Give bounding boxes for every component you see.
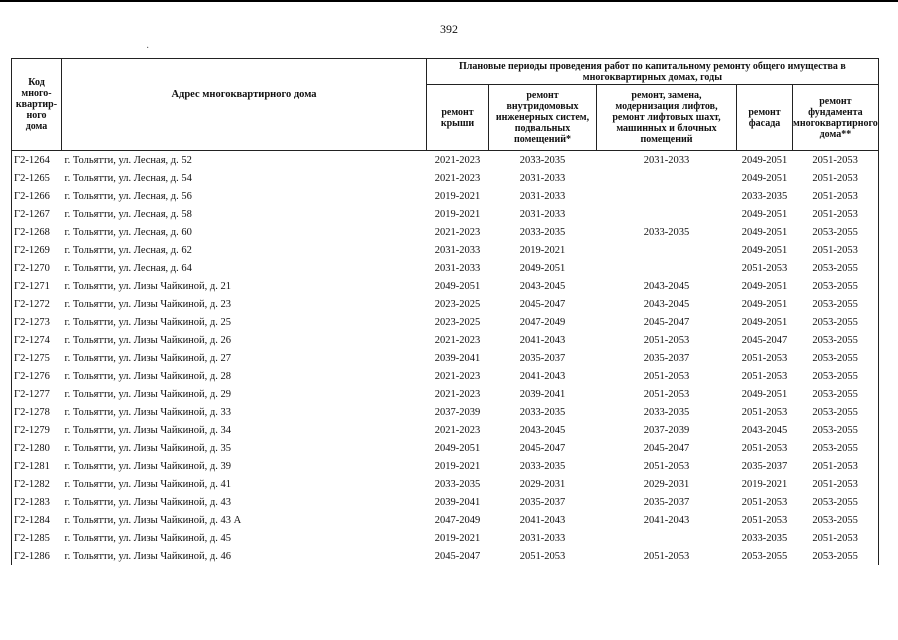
cell-address: г. Тольятти, ул. Лизы Чайкиной, д. 35 (64, 442, 232, 454)
table-row (12, 205, 879, 223)
cell-engineering: 2033-2035 (519, 226, 566, 238)
header-foundation-line: фундамента (808, 106, 863, 118)
header-foundation-line: ремонт (819, 95, 852, 107)
cell-code: Г2-1279 (12, 421, 62, 439)
cell-code: Г2-1267 (12, 205, 62, 223)
cell-address: г. Тольятти, ул. Лизы Чайкиной, д. 46 (64, 550, 232, 562)
cell-engineering: 2031-2033 (519, 190, 566, 202)
header-foundation (793, 85, 879, 151)
cell-facade: 2049-2051 (741, 316, 788, 328)
table-row (12, 187, 879, 205)
table-row (12, 493, 879, 511)
cell-roof: 2021-2023 (434, 370, 481, 382)
cell-code: Г2-1272 (12, 295, 62, 313)
table-row (12, 421, 879, 439)
cell-foundation: 2053-2055 (793, 331, 879, 349)
table-row (12, 367, 879, 385)
cell-foundation: 2053-2055 (793, 349, 879, 367)
cell-address: г. Тольятти, ул. Лесная, д. 62 (64, 244, 192, 256)
cell-address: г. Тольятти, ул. Лизы Чайкиной, д. 34 (64, 424, 232, 436)
cell-engineering: 2033-2035 (519, 154, 566, 166)
cell-code: Г2-1268 (12, 223, 62, 241)
header-code (12, 59, 62, 151)
cell-elevators (597, 205, 737, 223)
header-elevators-line: помещений (640, 134, 693, 145)
cell-code: Г2-1281 (12, 457, 62, 475)
cell-foundation: 2051-2053 (793, 475, 879, 493)
table-row (12, 295, 879, 313)
cell-elevators (597, 241, 737, 259)
table-row (12, 439, 879, 457)
cell-foundation: 2051-2053 (793, 457, 879, 475)
cell-foundation: 2053-2055 (793, 511, 879, 529)
header-code-line: Код (28, 77, 45, 88)
cell-engineering: 2051-2053 (519, 550, 566, 562)
cell-address: г. Тольятти, ул. Лизы Чайкиной, д. 25 (64, 316, 232, 328)
cell-roof: 2049-2051 (434, 442, 481, 454)
cell-facade: 2051-2053 (741, 406, 788, 418)
header-address: Адрес многоквартирного дома (62, 59, 427, 151)
cell-elevators: 2035-2037 (643, 496, 690, 508)
cell-elevators (597, 169, 737, 187)
header-engineering-line: помещений* (514, 134, 571, 145)
table-row (12, 529, 879, 547)
cell-roof: 2021-2023 (434, 226, 481, 238)
cell-elevators: 2045-2047 (643, 316, 690, 328)
cell-roof: 2021-2023 (434, 424, 481, 436)
cell-foundation: 2053-2055 (793, 223, 879, 241)
cell-code: Г2-1275 (12, 349, 62, 367)
cell-elevators: 2043-2045 (643, 298, 690, 310)
header-engineering-line: ремонт (526, 90, 559, 101)
cell-foundation: 2051-2053 (793, 187, 879, 205)
table-row (12, 151, 879, 170)
cell-engineering: 2029-2031 (519, 478, 566, 490)
header-elevators (597, 85, 737, 151)
cell-facade: 2051-2053 (741, 442, 788, 454)
cell-roof: 2021-2023 (434, 154, 481, 166)
cell-facade: 2049-2051 (741, 226, 788, 238)
cell-engineering: 2035-2037 (519, 496, 566, 508)
cell-code: Г2-1282 (12, 475, 62, 493)
capital-repair-table (11, 58, 879, 565)
cell-roof: 2023-2025 (434, 316, 481, 328)
cell-code: Г2-1280 (12, 439, 62, 457)
header-facade (737, 85, 793, 151)
cell-facade: 2051-2053 (741, 352, 788, 364)
scan-speck: · (146, 43, 150, 54)
cell-elevators: 2051-2053 (643, 460, 690, 472)
cell-address: г. Тольятти, ул. Лизы Чайкиной, д. 43 (64, 496, 232, 508)
cell-roof: 2037-2039 (434, 406, 481, 418)
table-row (12, 457, 879, 475)
cell-foundation: 2051-2053 (793, 151, 879, 170)
cell-address: г. Тольятти, ул. Лесная, д. 58 (64, 208, 192, 220)
cell-roof: 2021-2023 (434, 388, 481, 400)
table-row (12, 277, 879, 295)
cell-facade: 2051-2053 (741, 262, 788, 274)
table-row (12, 313, 879, 331)
header-engineering-line: внутридомовых (506, 101, 579, 112)
table-row (12, 403, 879, 421)
header-periods-line: Плановые периоды проведения работ по капитальному ремонту общего имущества в (458, 60, 846, 72)
header-code-line: квартир- (15, 99, 58, 110)
table-row (12, 385, 879, 403)
cell-facade: 2033-2035 (741, 190, 788, 202)
cell-code: Г2-1286 (12, 547, 62, 565)
cell-code: Г2-1284 (12, 511, 62, 529)
cell-engineering: 2039-2041 (519, 388, 566, 400)
cell-engineering: 2041-2043 (519, 334, 566, 346)
cell-facade: 2051-2053 (741, 370, 788, 382)
cell-facade: 2049-2051 (741, 280, 788, 292)
cell-address: г. Тольятти, ул. Лизы Чайкиной, д. 41 (64, 478, 232, 490)
cell-address: г. Тольятти, ул. Лизы Чайкиной, д. 33 (64, 406, 232, 418)
cell-engineering: 2043-2045 (519, 424, 566, 436)
cell-engineering: 2041-2043 (519, 514, 566, 526)
cell-roof: 2019-2021 (434, 532, 481, 544)
cell-code: Г2-1265 (12, 169, 62, 187)
header-roof-line: ремонт (441, 106, 474, 118)
cell-code: Г2-1277 (12, 385, 62, 403)
cell-engineering: 2035-2037 (519, 352, 566, 364)
cell-foundation: 2053-2055 (793, 277, 879, 295)
cell-facade: 2019-2021 (741, 478, 788, 490)
cell-roof: 2019-2021 (434, 190, 481, 202)
cell-facade: 2043-2045 (741, 424, 788, 436)
cell-code: Г2-1278 (12, 403, 62, 421)
cell-engineering: 2043-2045 (519, 280, 566, 292)
cell-elevators: 2037-2039 (643, 424, 690, 436)
cell-elevators (597, 529, 737, 547)
cell-foundation: 2051-2053 (793, 529, 879, 547)
cell-roof: 2019-2021 (434, 460, 481, 472)
cell-elevators: 2031-2033 (643, 154, 690, 166)
cell-code: Г2-1270 (12, 259, 62, 277)
cell-code: Г2-1285 (12, 529, 62, 547)
cell-facade: 2045-2047 (741, 334, 788, 346)
cell-engineering: 2045-2047 (519, 442, 566, 454)
header-facade-line: фасада (748, 117, 781, 129)
cell-address: г. Тольятти, ул. Лесная, д. 56 (64, 190, 192, 202)
cell-elevators: 2045-2047 (643, 442, 690, 454)
cell-foundation: 2053-2055 (793, 295, 879, 313)
table-row (12, 169, 879, 187)
cell-address: г. Тольятти, ул. Лесная, д. 54 (64, 172, 192, 184)
header-foundation-line: многоквартирного (793, 117, 878, 129)
cell-facade: 2051-2053 (741, 514, 788, 526)
table-row (12, 349, 879, 367)
header-elevators-line: модернизация лифтов, (615, 101, 718, 112)
header-facade-line: ремонт (748, 106, 781, 118)
cell-foundation: 2053-2055 (793, 385, 879, 403)
cell-address: г. Тольятти, ул. Лизы Чайкиной, д. 26 (64, 334, 232, 346)
cell-code: Г2-1264 (12, 151, 62, 170)
header-elevators-line: ремонт, замена, (631, 90, 702, 101)
table-row (12, 259, 879, 277)
cell-address: г. Тольятти, ул. Лесная, д. 52 (64, 154, 192, 166)
cell-foundation: 2053-2055 (793, 439, 879, 457)
cell-address: г. Тольятти, ул. Лесная, д. 64 (64, 262, 192, 274)
cell-code: Г2-1276 (12, 367, 62, 385)
cell-address: г. Тольятти, ул. Лизы Чайкиной, д. 45 (64, 532, 232, 544)
cell-roof: 2023-2025 (434, 298, 481, 310)
cell-roof: 2021-2023 (434, 172, 481, 184)
header-roof (427, 85, 489, 151)
cell-code: Г2-1283 (12, 493, 62, 511)
cell-facade: 2049-2051 (741, 244, 788, 256)
header-code-line: много- (21, 88, 52, 99)
cell-facade: 2051-2053 (741, 496, 788, 508)
header-periods (427, 59, 879, 85)
cell-elevators: 2043-2045 (643, 280, 690, 292)
table-body (12, 151, 879, 566)
header-elevators-line: ремонт лифтовых шахт, (612, 112, 721, 123)
cell-foundation: 2051-2053 (793, 205, 879, 223)
cell-roof: 2019-2021 (434, 208, 481, 220)
cell-code: Г2-1273 (12, 313, 62, 331)
header-engineering-line: инженерных систем, (495, 112, 590, 123)
cell-facade: 2049-2051 (741, 298, 788, 310)
cell-engineering: 2047-2049 (519, 316, 566, 328)
page-top-border (0, 0, 898, 2)
header-elevators-line: машинных и блочных (616, 123, 717, 134)
cell-roof: 2031-2033 (434, 244, 481, 256)
cell-engineering: 2033-2035 (519, 460, 566, 472)
cell-facade: 2049-2051 (741, 388, 788, 400)
cell-roof: 2039-2041 (434, 352, 481, 364)
header-row-top (12, 59, 879, 85)
header-foundation-line: дома** (819, 128, 852, 140)
cell-facade: 2033-2035 (741, 532, 788, 544)
cell-foundation: 2053-2055 (793, 547, 879, 565)
header-roof-line: крыши (440, 117, 475, 129)
cell-code: Г2-1269 (12, 241, 62, 259)
cell-engineering: 2041-2043 (519, 370, 566, 382)
cell-foundation: 2051-2053 (793, 169, 879, 187)
cell-address: г. Тольятти, ул. Лизы Чайкиной, д. 29 (64, 388, 232, 400)
cell-engineering: 2019-2021 (519, 244, 566, 256)
cell-foundation: 2051-2053 (793, 241, 879, 259)
cell-code: Г2-1274 (12, 331, 62, 349)
cell-address: г. Тольятти, ул. Лизы Чайкиной, д. 43 А (64, 514, 242, 526)
cell-elevators: 2033-2035 (643, 406, 690, 418)
cell-elevators: 2051-2053 (643, 370, 690, 382)
cell-roof: 2039-2041 (434, 496, 481, 508)
cell-facade: 2049-2051 (741, 208, 788, 220)
cell-code: Г2-1271 (12, 277, 62, 295)
cell-roof: 2021-2023 (434, 334, 481, 346)
cell-facade: 2049-2051 (741, 172, 788, 184)
header-periods-line: многоквартирных домах, годы (582, 71, 723, 83)
header-code-line: дома (25, 121, 48, 132)
cell-facade: 2053-2055 (741, 550, 788, 562)
cell-address: г. Тольятти, ул. Лизы Чайкиной, д. 28 (64, 370, 232, 382)
cell-foundation: 2053-2055 (793, 259, 879, 277)
cell-engineering: 2045-2047 (519, 298, 566, 310)
cell-foundation: 2053-2055 (793, 403, 879, 421)
cell-engineering: 2031-2033 (519, 532, 566, 544)
cell-engineering: 2033-2035 (519, 406, 566, 418)
page-number: 392 (440, 22, 458, 36)
cell-elevators: 2041-2043 (643, 514, 690, 526)
cell-roof: 2049-2051 (434, 280, 481, 292)
cell-elevators: 2035-2037 (643, 352, 690, 364)
cell-elevators: 2051-2053 (643, 550, 690, 562)
table-row (12, 241, 879, 259)
cell-elevators: 2051-2053 (643, 334, 690, 346)
table-row (12, 223, 879, 241)
cell-elevators (597, 187, 737, 205)
cell-code: Г2-1266 (12, 187, 62, 205)
cell-foundation: 2053-2055 (793, 367, 879, 385)
table-row (12, 547, 879, 565)
cell-address: г. Тольятти, ул. Лизы Чайкиной, д. 23 (64, 298, 232, 310)
cell-engineering: 2049-2051 (519, 262, 566, 274)
header-code-line: ного (26, 110, 47, 121)
cell-address: г. Тольятти, ул. Лизы Чайкиной, д. 27 (64, 352, 232, 364)
cell-roof: 2045-2047 (434, 550, 481, 562)
cell-engineering: 2031-2033 (519, 172, 566, 184)
cell-address: г. Тольятти, ул. Лесная, д. 60 (64, 226, 192, 238)
cell-foundation: 2053-2055 (793, 313, 879, 331)
cell-roof: 2033-2035 (434, 478, 481, 490)
cell-elevators: 2033-2035 (643, 226, 690, 238)
cell-address: г. Тольятти, ул. Лизы Чайкиной, д. 39 (64, 460, 232, 472)
cell-elevators: 2029-2031 (643, 478, 690, 490)
cell-elevators: 2051-2053 (643, 388, 690, 400)
table-row (12, 511, 879, 529)
header-engineering (489, 85, 597, 151)
cell-roof: 2047-2049 (434, 514, 481, 526)
cell-roof: 2031-2033 (434, 262, 481, 274)
cell-facade: 2035-2037 (741, 460, 788, 472)
cell-engineering: 2031-2033 (519, 208, 566, 220)
cell-address: г. Тольятти, ул. Лизы Чайкиной, д. 21 (64, 280, 232, 292)
cell-foundation: 2053-2055 (793, 493, 879, 511)
header-engineering-line: подвальных (514, 123, 571, 134)
table-row (12, 475, 879, 493)
table-row (12, 331, 879, 349)
cell-elevators (597, 259, 737, 277)
cell-foundation: 2053-2055 (793, 421, 879, 439)
cell-facade: 2049-2051 (741, 154, 788, 166)
